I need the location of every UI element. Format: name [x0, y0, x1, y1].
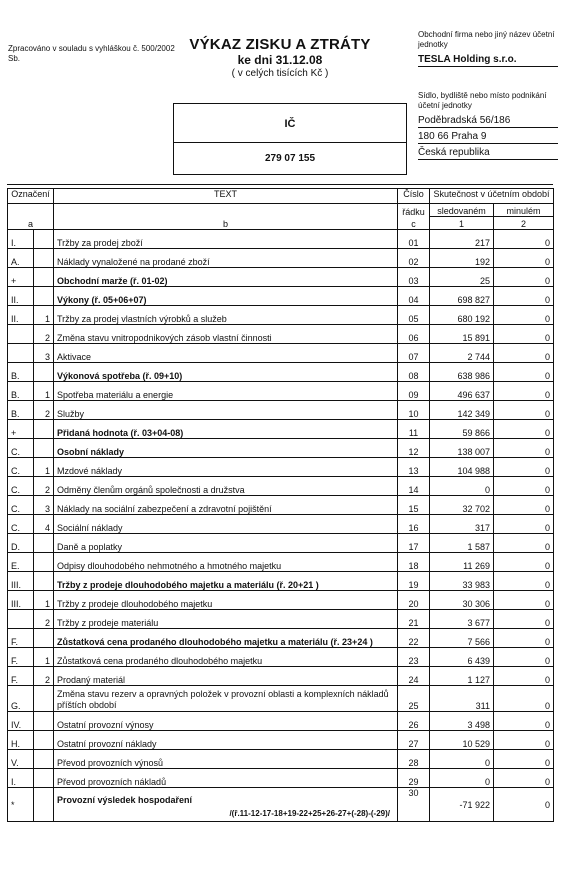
- row-subnumber: [34, 712, 54, 731]
- row-previous-value: 0: [494, 306, 554, 325]
- table-row: [8, 477, 554, 496]
- table-row: [8, 325, 554, 344]
- row-text-label: Služby: [57, 409, 85, 419]
- row-previous-value: 0: [494, 553, 554, 572]
- row-text-label: Sociální náklady: [57, 523, 123, 533]
- row-text-label: Spotřeba materiálu a energie: [57, 390, 174, 400]
- row-number: 06: [398, 325, 430, 344]
- row-oznaceni: I.: [8, 769, 34, 788]
- row-previous-value: 0: [494, 788, 554, 822]
- row-text: [54, 230, 398, 249]
- row-subnumber: 3: [34, 344, 54, 363]
- row-current-value: 680 192: [430, 306, 494, 325]
- row-previous-value: 0: [494, 401, 554, 420]
- col-header-radku: řádku: [398, 204, 430, 217]
- row-text: [54, 401, 398, 420]
- row-subnumber: [34, 363, 54, 382]
- row-text: [54, 420, 398, 439]
- row-text-label: Přidaná hodnota (ř. 03+04-08): [57, 428, 184, 438]
- row-oznaceni: C.: [8, 515, 34, 534]
- table-row: [8, 648, 554, 667]
- table-header-row: [8, 189, 554, 204]
- row-text-label: Výkony (ř. 05+06+07): [57, 295, 147, 305]
- row-previous-value: 0: [494, 534, 554, 553]
- row-number: 25: [398, 686, 430, 712]
- ic-value: 279 07 155: [264, 153, 316, 164]
- row-text-label: Odměny členům orgánů společnosti a družstva: [57, 485, 245, 495]
- row-previous-value: 0: [494, 591, 554, 610]
- row-text-label: Převod provozních výnosů: [57, 758, 164, 768]
- row-oznaceni: F.: [8, 629, 34, 648]
- row-current-value: 15 891: [430, 325, 494, 344]
- row-current-value: 3 677: [430, 610, 494, 629]
- row-text: [54, 477, 398, 496]
- row-current-value: 11 269: [430, 553, 494, 572]
- company-name: TESLA Holding s.r.o.: [418, 53, 558, 67]
- row-text: [54, 667, 398, 686]
- row-number: 11: [398, 420, 430, 439]
- row-text: [54, 287, 398, 306]
- row-current-value: 3 498: [430, 712, 494, 731]
- col-header-text: TEXT: [54, 189, 398, 204]
- row-text: [54, 306, 398, 325]
- row-subnumber: 2: [34, 667, 54, 686]
- row-subnumber: [34, 420, 54, 439]
- row-oznaceni: C.: [8, 439, 34, 458]
- table-row: [8, 731, 554, 750]
- row-oznaceni: A.: [8, 249, 34, 268]
- table-header-row-3: [8, 217, 554, 230]
- row-current-value: 33 983: [430, 572, 494, 591]
- ic-divider: [174, 142, 406, 143]
- row-text: [54, 648, 398, 667]
- table-row: [8, 268, 554, 287]
- table-row: [8, 610, 554, 629]
- profit-loss-table: [7, 188, 554, 822]
- row-text-label: Tržby za prodej zboží: [57, 238, 143, 248]
- row-previous-value: 0: [494, 420, 554, 439]
- title-block: [180, 36, 380, 80]
- row-number: 18: [398, 553, 430, 572]
- row-number: 14: [398, 477, 430, 496]
- address-line-1: Poděbradská 56/186: [418, 114, 558, 128]
- row-number: 21: [398, 610, 430, 629]
- row-text-label: Tržby z prodeje dlouhodobého majetku a materiálu (ř. 20+21 ): [57, 580, 319, 590]
- table-row: [8, 591, 554, 610]
- row-previous-value: 0: [494, 610, 554, 629]
- company-block: [418, 30, 558, 162]
- row-oznaceni: V.: [8, 750, 34, 769]
- col-sub-1: 1: [430, 217, 494, 230]
- row-oznaceni: F.: [8, 648, 34, 667]
- row-text-label: Daně a poplatky: [57, 542, 123, 552]
- row-oznaceni: B.: [8, 401, 34, 420]
- row-number: 15: [398, 496, 430, 515]
- row-current-value: 10 529: [430, 731, 494, 750]
- row-subnumber: [34, 788, 54, 822]
- row-previous-value: 0: [494, 572, 554, 591]
- header-separator: [7, 184, 553, 185]
- row-subnumber: 1: [34, 591, 54, 610]
- row-subnumber: 1: [34, 306, 54, 325]
- row-oznaceni: E.: [8, 553, 34, 572]
- row-subnumber: 4: [34, 515, 54, 534]
- row-current-value: 0: [430, 769, 494, 788]
- ic-label: IČ: [284, 118, 296, 130]
- row-previous-value: 0: [494, 648, 554, 667]
- row-subnumber: [34, 439, 54, 458]
- row-text: [54, 731, 398, 750]
- row-number: 28: [398, 750, 430, 769]
- row-text: [54, 268, 398, 287]
- row-subnumber: 2: [34, 477, 54, 496]
- row-previous-value: 0: [494, 515, 554, 534]
- row-oznaceni: B.: [8, 363, 34, 382]
- row-text: [54, 750, 398, 769]
- row-current-value: 317: [430, 515, 494, 534]
- row-oznaceni: H.: [8, 731, 34, 750]
- row-current-value: 7 566: [430, 629, 494, 648]
- report-units: ( v celých tisících Kč ): [231, 68, 329, 79]
- row-number: 17: [398, 534, 430, 553]
- row-previous-value: 0: [494, 363, 554, 382]
- row-subnumber: 2: [34, 325, 54, 344]
- report-date: ke dni 31.12.08: [237, 53, 323, 67]
- table-row: [8, 667, 554, 686]
- row-number: 02: [398, 249, 430, 268]
- row-previous-value: 0: [494, 344, 554, 363]
- table-row: [8, 534, 554, 553]
- row-number: 10: [398, 401, 430, 420]
- row-formula: /(ř.11-12-17-18+19-22+25+26-27+(-28)-(-29)/: [229, 809, 390, 818]
- row-oznaceni: [8, 325, 34, 344]
- row-number: 27: [398, 731, 430, 750]
- row-text-label: Změna stavu vnitropodnikových zásob vlastní činnosti: [57, 333, 272, 343]
- row-current-value: 2 744: [430, 344, 494, 363]
- table-row: [8, 249, 554, 268]
- row-text-label: Tržby za prodej vlastních výrobků a služeb: [57, 314, 227, 324]
- row-number: 24: [398, 667, 430, 686]
- row-previous-value: 0: [494, 439, 554, 458]
- row-text-label: Výkonová spotřeba (ř. 09+10): [57, 371, 183, 381]
- row-previous-value: 0: [494, 477, 554, 496]
- row-text-label: Odpisy dlouhodobého nehmotného a hmotného majetku: [57, 561, 282, 571]
- col-header-cislo: Číslo: [398, 189, 430, 204]
- row-current-value: 32 702: [430, 496, 494, 515]
- row-previous-value: 0: [494, 230, 554, 249]
- row-subnumber: [34, 230, 54, 249]
- row-oznaceni: II.: [8, 306, 34, 325]
- row-current-value: 104 988: [430, 458, 494, 477]
- row-subnumber: [34, 750, 54, 769]
- row-text-label: Prodaný materiál: [57, 675, 126, 685]
- row-oznaceni: IV.: [8, 712, 34, 731]
- table-row: [8, 686, 554, 712]
- table-header-row-2: [8, 204, 554, 217]
- row-subnumber: [34, 731, 54, 750]
- row-text: [54, 610, 398, 629]
- col-header-skutecnost: Skutečnost v účetním období: [430, 189, 554, 204]
- row-oznaceni: C.: [8, 458, 34, 477]
- row-number: 07: [398, 344, 430, 363]
- row-number: 12: [398, 439, 430, 458]
- row-subnumber: 1: [34, 382, 54, 401]
- row-previous-value: 0: [494, 287, 554, 306]
- row-subnumber: 2: [34, 610, 54, 629]
- row-subnumber: [34, 629, 54, 648]
- table-row: [8, 750, 554, 769]
- col-sub-2: 2: [494, 217, 554, 230]
- row-current-value: 6 439: [430, 648, 494, 667]
- legal-note: Zpracováno v souladu s vyhláškou č. 500/2002 Sb.: [8, 44, 175, 63]
- row-text: [54, 515, 398, 534]
- table-row: [8, 344, 554, 363]
- row-oznaceni: III.: [8, 591, 34, 610]
- row-current-value: 138 007: [430, 439, 494, 458]
- row-current-value: 59 866: [430, 420, 494, 439]
- row-previous-value: 0: [494, 325, 554, 344]
- row-subnumber: [34, 572, 54, 591]
- row-current-value: 496 637: [430, 382, 494, 401]
- report-title: VÝKAZ ZISKU A ZTRÁTY: [189, 36, 371, 53]
- row-text-label: Mzdové náklady: [57, 466, 123, 476]
- row-previous-value: 0: [494, 249, 554, 268]
- row-oznaceni: D.: [8, 534, 34, 553]
- row-current-value: 192: [430, 249, 494, 268]
- row-subnumber: [34, 553, 54, 572]
- table-row: [8, 287, 554, 306]
- row-current-value: 698 827: [430, 287, 494, 306]
- row-previous-value: 0: [494, 496, 554, 515]
- table-row: [8, 363, 554, 382]
- row-previous-value: 0: [494, 731, 554, 750]
- row-previous-value: 0: [494, 712, 554, 731]
- row-text: [54, 629, 398, 648]
- row-oznaceni: I.: [8, 230, 34, 249]
- col-header-sledovanem: sledovaném: [430, 204, 494, 217]
- row-number: 01: [398, 230, 430, 249]
- row-current-value: 1 587: [430, 534, 494, 553]
- row-text-label: Ostatní provozní náklady: [57, 739, 157, 749]
- row-text-label: Provozní výsledek hospodaření: [57, 795, 193, 805]
- row-subnumber: 2: [34, 401, 54, 420]
- row-number: 16: [398, 515, 430, 534]
- row-text-label: Zůstatková cena prodaného dlouhodobého majetku: [57, 656, 263, 666]
- row-current-value: 0: [430, 477, 494, 496]
- row-number: 26: [398, 712, 430, 731]
- row-text-label: Osobní náklady: [57, 447, 125, 457]
- table-row: [8, 401, 554, 420]
- row-text-label: Náklady na sociální zabezpečení a zdravotní pojištění: [57, 504, 272, 514]
- row-subnumber: 1: [34, 648, 54, 667]
- row-oznaceni: II.: [8, 287, 34, 306]
- row-subnumber: 3: [34, 496, 54, 515]
- col-sub-c: c: [398, 217, 430, 230]
- row-current-value: 217: [430, 230, 494, 249]
- row-text: [54, 458, 398, 477]
- row-previous-value: 0: [494, 769, 554, 788]
- row-current-value: 30 306: [430, 591, 494, 610]
- row-subnumber: [34, 287, 54, 306]
- address-line-3: Česká republika: [418, 146, 558, 160]
- row-number: 08: [398, 363, 430, 382]
- col-header-minulem: minulém: [494, 204, 554, 217]
- row-previous-value: 0: [494, 458, 554, 477]
- row-current-value: 1 127: [430, 667, 494, 686]
- row-subnumber: [34, 534, 54, 553]
- table-row: [8, 553, 554, 572]
- address-label: Sídlo, bydliště nebo místo podnikání účetní jednotky: [418, 91, 547, 110]
- row-previous-value: 0: [494, 667, 554, 686]
- table-row: [8, 420, 554, 439]
- row-oznaceni: F.: [8, 667, 34, 686]
- row-previous-value: 0: [494, 268, 554, 287]
- table-row: [8, 382, 554, 401]
- row-previous-value: 0: [494, 750, 554, 769]
- row-text: [54, 344, 398, 363]
- table-row: [8, 458, 554, 477]
- row-text: [54, 325, 398, 344]
- row-subnumber: [34, 686, 54, 712]
- table-row: [8, 496, 554, 515]
- address-line-2: 180 66 Praha 9: [418, 130, 558, 144]
- row-text: [54, 249, 398, 268]
- row-text-label: Ostatní provozní výnosy: [57, 720, 154, 730]
- row-oznaceni: C.: [8, 477, 34, 496]
- row-number: 30: [398, 788, 430, 822]
- row-oznaceni: III.: [8, 572, 34, 591]
- row-oznaceni: +: [8, 268, 34, 287]
- row-oznaceni: C.: [8, 496, 34, 515]
- table-row: [8, 306, 554, 325]
- table-row: [8, 769, 554, 788]
- row-text-label: Obchodní marže (ř. 01-02): [57, 276, 168, 286]
- row-number: 19: [398, 572, 430, 591]
- row-text-label: Tržby z prodeje dlouhodobého majetku: [57, 599, 213, 609]
- row-oznaceni: [8, 344, 34, 363]
- company-label: Obchodní firma nebo jiný název účetní jednotky: [418, 30, 555, 49]
- row-number: 05: [398, 306, 430, 325]
- row-number: 03: [398, 268, 430, 287]
- row-current-value: 142 349: [430, 401, 494, 420]
- row-oznaceni: B.: [8, 382, 34, 401]
- row-text: [54, 712, 398, 731]
- row-number: 23: [398, 648, 430, 667]
- row-text-label: Tržby z prodeje materiálu: [57, 618, 159, 628]
- row-number: 04: [398, 287, 430, 306]
- col-sub-a: a: [8, 217, 54, 230]
- row-oznaceni: G.: [8, 686, 34, 712]
- row-text: [54, 382, 398, 401]
- table-row: [8, 439, 554, 458]
- row-text: [54, 572, 398, 591]
- table-row: [8, 788, 554, 822]
- row-subnumber: 1: [34, 458, 54, 477]
- ic-box: [173, 103, 407, 175]
- table-row: [8, 515, 554, 534]
- table-row: [8, 572, 554, 591]
- row-text-label: Náklady vynaložené na prodané zboží: [57, 257, 210, 267]
- row-current-value: 638 986: [430, 363, 494, 382]
- row-previous-value: 0: [494, 382, 554, 401]
- row-text-label: Aktivace: [57, 352, 92, 362]
- row-current-value: 311: [430, 686, 494, 712]
- row-current-value: 25: [430, 268, 494, 287]
- row-current-value: 0: [430, 750, 494, 769]
- row-text: [54, 788, 398, 822]
- row-text-label: Převod provozních nákladů: [57, 777, 167, 787]
- table-row: [8, 629, 554, 648]
- table-row: [8, 712, 554, 731]
- row-oznaceni: [8, 610, 34, 629]
- row-text: [54, 686, 398, 712]
- row-subnumber: [34, 268, 54, 287]
- table-row: [8, 230, 554, 249]
- row-current-value: -71 922: [430, 788, 494, 822]
- row-subnumber: [34, 249, 54, 268]
- row-oznaceni: +: [8, 420, 34, 439]
- row-number: 09: [398, 382, 430, 401]
- row-previous-value: 0: [494, 686, 554, 712]
- row-oznaceni: *: [8, 788, 34, 822]
- row-number: 13: [398, 458, 430, 477]
- row-text: [54, 439, 398, 458]
- col-header-oznaceni: Označení: [8, 189, 54, 204]
- row-text-label: Změna stavu rezerv a opravných položek v provozní oblasti a komplexních nákladů příštích období: [57, 689, 389, 710]
- row-text: [54, 363, 398, 382]
- row-text-label: Zůstatková cena prodaného dlouhodobého majetku a materiálu (ř. 23+24 ): [57, 637, 373, 647]
- col-sub-b: b: [54, 217, 398, 230]
- row-previous-value: 0: [494, 629, 554, 648]
- row-number: 20: [398, 591, 430, 610]
- row-text: [54, 591, 398, 610]
- row-text: [54, 553, 398, 572]
- row-subnumber: [34, 769, 54, 788]
- row-text: [54, 496, 398, 515]
- row-number: 29: [398, 769, 430, 788]
- row-number: 22: [398, 629, 430, 648]
- row-text: [54, 769, 398, 788]
- row-text: [54, 534, 398, 553]
